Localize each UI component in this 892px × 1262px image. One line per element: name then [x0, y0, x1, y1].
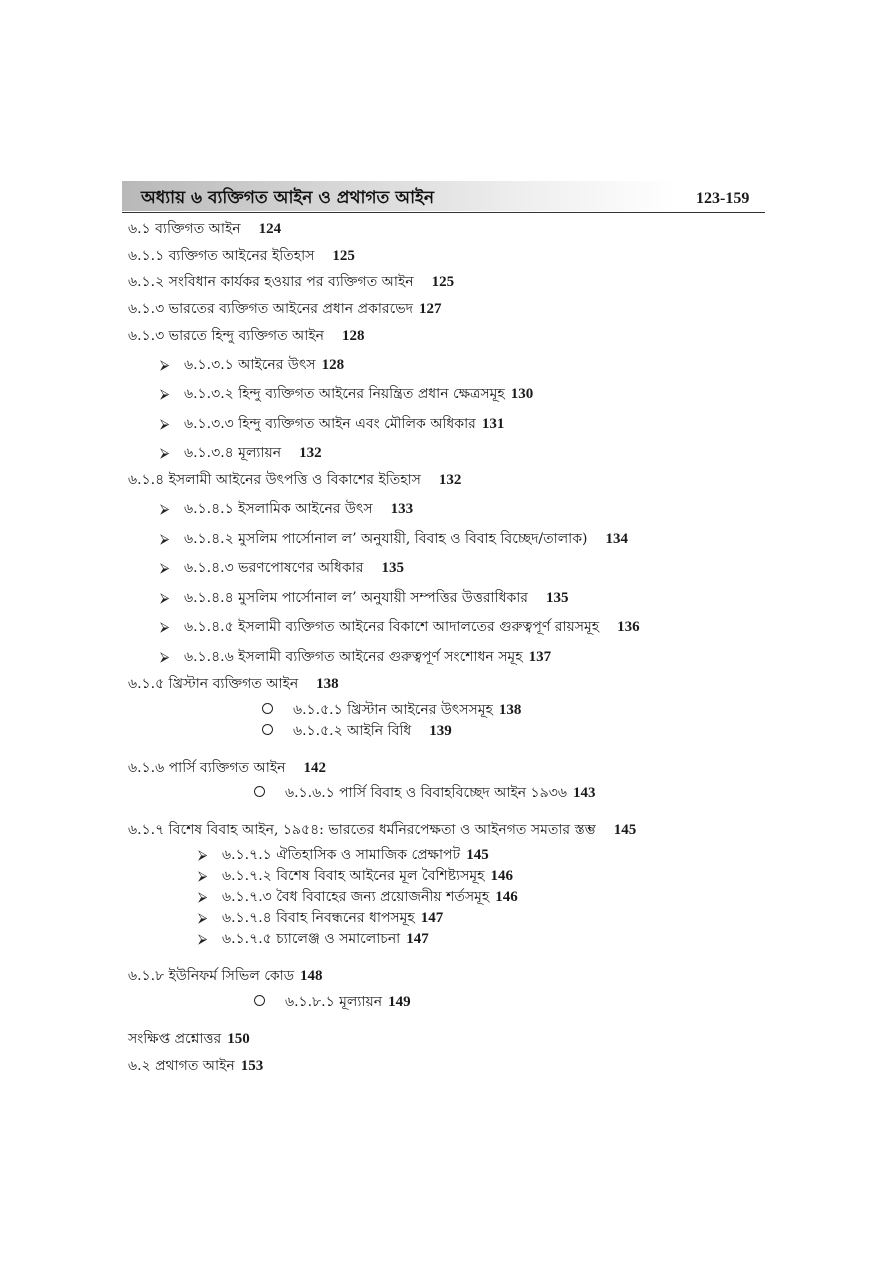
- toc-page-number: 125: [431, 274, 455, 290]
- toc-page-number: 138: [498, 702, 522, 718]
- toc-entry-6-1-8-1[interactable]: [254, 993, 411, 1011]
- toc-entry-6-1-5[interactable]: [128, 675, 339, 693]
- toc-page-number: 132: [299, 445, 322, 461]
- toc-page-number: 135: [381, 560, 404, 576]
- toc-page-number: 135: [546, 590, 569, 606]
- toc-entry-6-1-3b[interactable]: [128, 327, 365, 345]
- arrow-bullet-icon: ⮚: [198, 890, 208, 905]
- arrow-bullet-icon: ⮚: [198, 848, 208, 863]
- toc-entry-label: ৬.২ প্রথাগত আইন: [128, 1058, 235, 1074]
- toc-entry-6-1-3a[interactable]: [128, 300, 442, 318]
- toc-entry-6-2[interactable]: [128, 1057, 263, 1075]
- toc-entry-label: ৬.১.৭.১ ঐতিহাসিক ও সামাজিক প্রেক্ষাপট: [222, 847, 461, 863]
- toc-entry-6-1-4[interactable]: [128, 471, 461, 489]
- arrow-bullet-icon: ⮚: [160, 417, 170, 432]
- toc-entry-6-1-8[interactable]: [128, 967, 323, 985]
- toc-page-number: 131: [481, 416, 505, 432]
- toc-entry-label: ৬.১.১ ব্যক্তিগত আইনের ইতিহাস: [128, 248, 315, 264]
- toc-entry-6-1-3-2[interactable]: [160, 385, 533, 404]
- toc-entry-label: ৬.১.৮ ইউনিফর্ম সিভিল কোড: [128, 968, 295, 984]
- toc-entry-6-1-3-3[interactable]: [160, 415, 504, 434]
- toc-entry-label: ৬.১.৩.৪ মূল্যায়ন: [184, 445, 282, 461]
- toc-entry-label: ৬.১.৫ খ্রিস্টান ব্যক্তিগত আইন: [128, 676, 299, 692]
- toc-page-number: 143: [572, 785, 596, 801]
- toc-entry-label: ৬.১.৩ ভারতে হিন্দু ব্যক্তিগত আইন: [128, 328, 325, 344]
- arrow-bullet-icon: ⮚: [160, 358, 170, 373]
- toc-entry-6-1-4-4[interactable]: [160, 589, 569, 608]
- arrow-bullet-icon: ⮚: [160, 650, 170, 665]
- toc-entry-6-1-7-2[interactable]: [198, 867, 513, 886]
- toc-page-number: 133: [390, 501, 414, 517]
- toc-page-number: 136: [617, 619, 640, 635]
- toc-entry-label: ৬.১.৭ বিশেষ বিবাহ আইন, ১৯৫৪: ভারতের ধর্মনিরপেক্ষতা ও আইনগত সমতার স্তম্ভ: [128, 822, 596, 838]
- toc-entry-label: ৬.১.৫.১ খ্রিস্টান আইনের উৎসসমূহ: [293, 702, 493, 718]
- toc-page-number: 146: [495, 889, 518, 905]
- toc-page-number: 128: [321, 357, 345, 373]
- toc-entry-6-1-6[interactable]: [128, 759, 326, 777]
- toc-entry-label: ৬.১.৫.২ আইনি বিধি: [293, 723, 412, 739]
- toc-entry-6-1[interactable]: [128, 220, 281, 238]
- toc-entry-label: ৬.১.৩.৩ হিন্দু ব্যক্তিগত আইন এবং মৌলিক অধিকার: [184, 416, 476, 432]
- toc-entry-short-qa[interactable]: [128, 1030, 250, 1048]
- toc-page-number: 124: [258, 221, 282, 237]
- toc-entry-6-1-3-1[interactable]: [160, 356, 344, 375]
- toc-entry-label: ৬.১.৪.৫ ইসলামী ব্যক্তিগত আইনের বিকাশে আদালতের গুরুত্বপূর্ণ রায়সমূহ: [184, 619, 600, 635]
- toc-entry-6-1-5-2[interactable]: [262, 722, 452, 740]
- toc-entry-6-1-4-2[interactable]: [160, 530, 628, 549]
- toc-page-number: 137: [528, 649, 552, 665]
- arrow-bullet-icon: ⮚: [198, 932, 208, 947]
- toc-entry-6-1-6-1[interactable]: [254, 784, 595, 802]
- toc-page-number: 147: [406, 931, 429, 947]
- toc-entry-label: ৬.১.৬ পার্সি ব্যক্তিগত আইন: [128, 760, 286, 776]
- toc-page-number: 134: [605, 531, 628, 547]
- toc-entry-label: ৬.১.৭.৫ চ্যালেঞ্জ ও সমালোচনা: [222, 931, 401, 947]
- toc-page-number: 138: [316, 676, 339, 692]
- circle-bullet-icon: [254, 786, 265, 797]
- toc-entry-label: ৬.১.৪.২ মুসলিম পার্সোনাল ল’ অনুযায়ী, বিবাহ ও বিবাহ বিচ্ছেদ/তালাক): [184, 531, 588, 547]
- toc-page-number: 142: [303, 760, 326, 776]
- toc-entry-label: ৬.১.৪.৬ ইসলামী ব্যক্তিগত আইনের গুরুত্বপূর্ণ সংশোধন সমূহ: [184, 649, 523, 665]
- toc-entry-6-1-4-3[interactable]: [160, 559, 404, 578]
- toc-entry-label: ৬.১.৩.২ হিন্দু ব্যক্তিগত আইনের নিয়ন্ত্রিত প্রধান ক্ষেত্রসমূহ: [184, 386, 505, 402]
- toc-entry-6-1-7[interactable]: [128, 821, 636, 839]
- toc-entry-6-1-4-1[interactable]: [160, 500, 413, 519]
- toc-entry-6-1-7-4[interactable]: [198, 909, 443, 928]
- chapter-title: অধ্যায় ৬ ব্যক্তিগত আইন ও প্রথাগত আইন: [141, 188, 435, 208]
- toc-page-number: 148: [300, 968, 323, 984]
- chapter-page-range: 123-159: [696, 190, 750, 207]
- toc-entry-label: ৬.১.৩.১ আইনের উৎস: [184, 357, 316, 373]
- circle-bullet-icon: [262, 724, 273, 735]
- toc-page-number: 149: [388, 994, 411, 1010]
- toc-page-number: 145: [613, 822, 637, 838]
- toc-page-number: 153: [240, 1058, 264, 1074]
- toc-entry-label: ৬.১.২ সংবিধান কার্যকর হওয়ার পর ব্যক্তিগত আইন: [128, 274, 414, 290]
- toc-entry-6-1-1[interactable]: [128, 247, 355, 265]
- toc-entry-6-1-4-6[interactable]: [160, 648, 551, 667]
- arrow-bullet-icon: ⮚: [160, 561, 170, 576]
- arrow-bullet-icon: ⮚: [160, 620, 170, 635]
- toc-page-number: 128: [342, 328, 365, 344]
- toc-page-number: 125: [332, 248, 355, 264]
- toc-page-number: 145: [466, 847, 489, 863]
- toc-page-number: 132: [438, 472, 462, 488]
- toc-entry-label: ৬.১ ব্যক্তিগত আইন: [128, 221, 241, 237]
- arrow-bullet-icon: ⮚: [160, 387, 170, 402]
- toc-entry-label: ৬.১.৭.২ বিশেষ বিবাহ আইনের মূল বৈশিষ্ট্যসমূহ: [222, 868, 485, 884]
- toc-entry-6-1-3-4[interactable]: [160, 444, 322, 463]
- toc-entry-label: ৬.১.৪.৪ মুসলিম পার্সোনাল ল’ অনুযায়ী সম্পত্তির উত্তরাধিকার: [184, 590, 528, 606]
- arrow-bullet-icon: ⮚: [160, 532, 170, 547]
- toc-entry-label: ৬.১.৪.৩ ভরণপোষণের অধিকার: [184, 560, 364, 576]
- toc-entry-label: ৬.১.৬.১ পার্সি বিবাহ ও বিবাহবিচ্ছেদ আইন ১৯৩৬: [285, 785, 567, 801]
- circle-bullet-icon: [262, 703, 273, 714]
- toc-entry-6-1-2[interactable]: [128, 273, 454, 291]
- arrow-bullet-icon: ⮚: [160, 502, 170, 517]
- arrow-bullet-icon: ⮚: [160, 591, 170, 606]
- toc-entry-label: ৬.১.৭.৩ বৈধ বিবাহের জন্য প্রয়োজনীয় শর্তসমূহ: [222, 889, 490, 905]
- arrow-bullet-icon: ⮚: [198, 911, 208, 926]
- circle-bullet-icon: [254, 995, 265, 1006]
- chapter-divider: [122, 212, 765, 213]
- toc-entry-6-1-5-1[interactable]: [262, 701, 521, 719]
- toc-entry-label: ৬.১.৮.১ মূল্যায়ন: [285, 994, 383, 1010]
- toc-entry-label: ৬.১.৭.৪ বিবাহ নিবন্ধনের ধাপসমূহ: [222, 910, 415, 926]
- toc-entry-6-1-4-5[interactable]: [160, 618, 640, 637]
- toc-page-number: 139: [429, 723, 452, 739]
- toc-page-number: 146: [490, 868, 513, 884]
- toc-page-number: 147: [420, 910, 444, 926]
- toc-page-number: 130: [510, 386, 534, 402]
- toc-entry-label: ৬.১.৪.১ ইসলামিক আইনের উৎস: [184, 501, 373, 517]
- toc-entry-label: ৬.১.৩ ভারতের ব্যক্তিগত আইনের প্রধান প্রকারভেদ: [128, 301, 414, 317]
- toc-entry-label: ৬.১.৪ ইসলামী আইনের উৎপত্তি ও বিকাশের ইতিহাস: [128, 472, 421, 488]
- toc-entry-6-1-7-1[interactable]: [198, 846, 489, 865]
- toc-entry-label: সংক্ষিপ্ত প্রশ্নোত্তর: [128, 1031, 222, 1047]
- toc-page-number: 150: [227, 1031, 250, 1047]
- arrow-bullet-icon: ⮚: [160, 446, 170, 461]
- arrow-bullet-icon: ⮚: [198, 869, 208, 884]
- toc-page-number: 127: [419, 301, 442, 317]
- toc-entry-6-1-7-3[interactable]: [198, 888, 518, 907]
- toc-entry-6-1-7-5[interactable]: [198, 930, 429, 949]
